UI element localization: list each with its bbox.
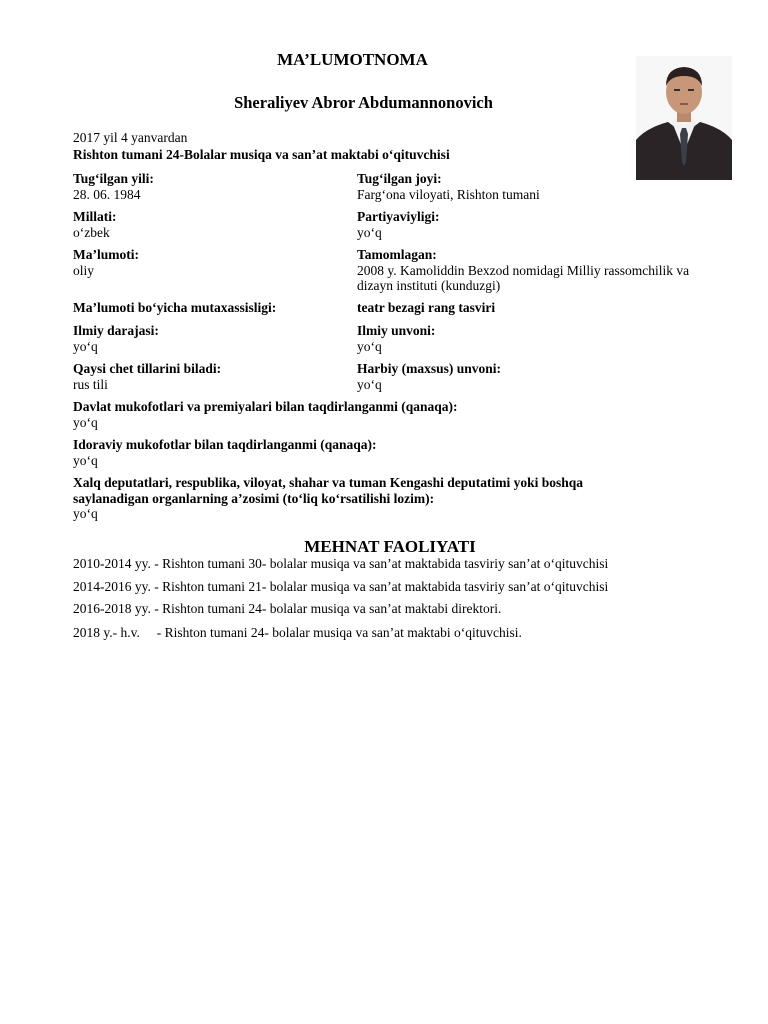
dept-awards-field xyxy=(73,437,633,468)
work-item: 2010-2014 yy. - Rishton tumani 30- bolalar musiqa va san’at maktabida tasviriy san’at oʻqituvchisi xyxy=(73,556,609,571)
graduated-field xyxy=(357,247,722,294)
academic-title-field xyxy=(357,323,722,354)
party-label: Partiyaviyligi: xyxy=(357,209,440,224)
dept-awards-label: Idoraviy mukofotlar bilan taqdirlanganmi (qanaqa): xyxy=(73,437,377,452)
party-field xyxy=(357,209,722,240)
birth-year-label: Tugʻilgan yili: xyxy=(73,171,154,186)
birth-year-field xyxy=(73,171,348,202)
deputy-label: Xalq deputatlari, respublika, viloyat, shahar va tuman Kengashi deputatimi yoki boshqa saylanadigan organlarning a’zosimi (toʻliq koʻrsatilishi lozim): xyxy=(73,475,583,506)
degree-field xyxy=(73,323,348,354)
deputy-value: yoʻq xyxy=(73,506,98,521)
graduated-value: 2008 y. Kamoliddin Bexzod nomidagi Milliy rassomchilik va dizayn instituti (kunduzgi) xyxy=(357,262,690,293)
languages-label: Qaysi chet tillarini biladi: xyxy=(73,361,222,376)
specialty-label: Ma’lumoti boʻyicha mutaxassisligi: xyxy=(73,300,277,315)
education-field xyxy=(73,247,348,278)
languages-value: rus tili xyxy=(73,376,108,392)
work-item: 2018 y.- h.v. - Rishton tumani 24- bolalar musiqa va san’at maktabi oʻqituvchisi. xyxy=(73,625,522,640)
military-rank-field xyxy=(357,361,722,392)
deputy-field xyxy=(73,475,643,522)
state-awards-value: yoʻq xyxy=(73,414,98,430)
military-rank-value: yoʻq xyxy=(357,376,382,392)
state-awards-label: Davlat mukofotlari va premiyalari bilan taqdirlanganmi (qanaqa): xyxy=(73,399,458,414)
languages-field xyxy=(73,361,348,392)
birth-place-label: Tugʻilgan joyi: xyxy=(357,171,442,186)
nationality-value: oʻzbek xyxy=(73,224,110,240)
specialty-label-field xyxy=(73,300,348,316)
degree-label: Ilmiy darajasi: xyxy=(73,323,159,338)
work-item: 2016-2018 yy. - Rishton tumani 24- bolalar musiqa va san’at maktabi direktori. xyxy=(73,601,502,616)
party-value: yoʻq xyxy=(357,224,382,240)
academic-title-value: yoʻq xyxy=(357,338,382,354)
person-name: Sheraliyev Abror Abdumannonovich xyxy=(234,93,493,112)
nationality-label: Millati: xyxy=(73,209,117,224)
person-photo xyxy=(636,56,732,180)
work-history-heading: MEHNAT FAOLIYATI xyxy=(304,537,476,556)
work-item: 2014-2016 yy. - Rishton tumani 21- bolalar musiqa va san’at maktabida tasviriy san’at oʻqituvchisi xyxy=(73,579,609,594)
military-rank-label: Harbiy (maxsus) unvoni: xyxy=(357,361,502,376)
birth-place-value: Fargʻona viloyati, Rishton tumani xyxy=(357,186,540,202)
birth-place-field xyxy=(357,171,722,202)
state-awards-field xyxy=(73,399,633,430)
document-title: MA’LUMOTNOMA xyxy=(277,50,428,69)
birth-year-value: 28. 06. 1984 xyxy=(73,186,141,202)
education-value: oliy xyxy=(73,262,95,278)
nationality-field xyxy=(73,209,348,240)
person-portrait-icon xyxy=(636,56,732,180)
graduated-label: Tamomlagan: xyxy=(357,247,437,262)
degree-value: yoʻq xyxy=(73,338,98,354)
specialty-value: teatr bezagi rang tasviri xyxy=(357,300,496,315)
current-position: Rishton tumani 24-Bolalar musiqa va san’at maktabi oʻqituvchisi xyxy=(73,147,450,162)
education-label: Ma’lumoti: xyxy=(73,247,139,262)
dept-awards-value: yoʻq xyxy=(73,452,98,468)
specialty-value-field xyxy=(357,300,722,316)
academic-title-label: Ilmiy unvoni: xyxy=(357,323,436,338)
since-date: 2017 yil 4 yanvardan xyxy=(73,130,188,145)
